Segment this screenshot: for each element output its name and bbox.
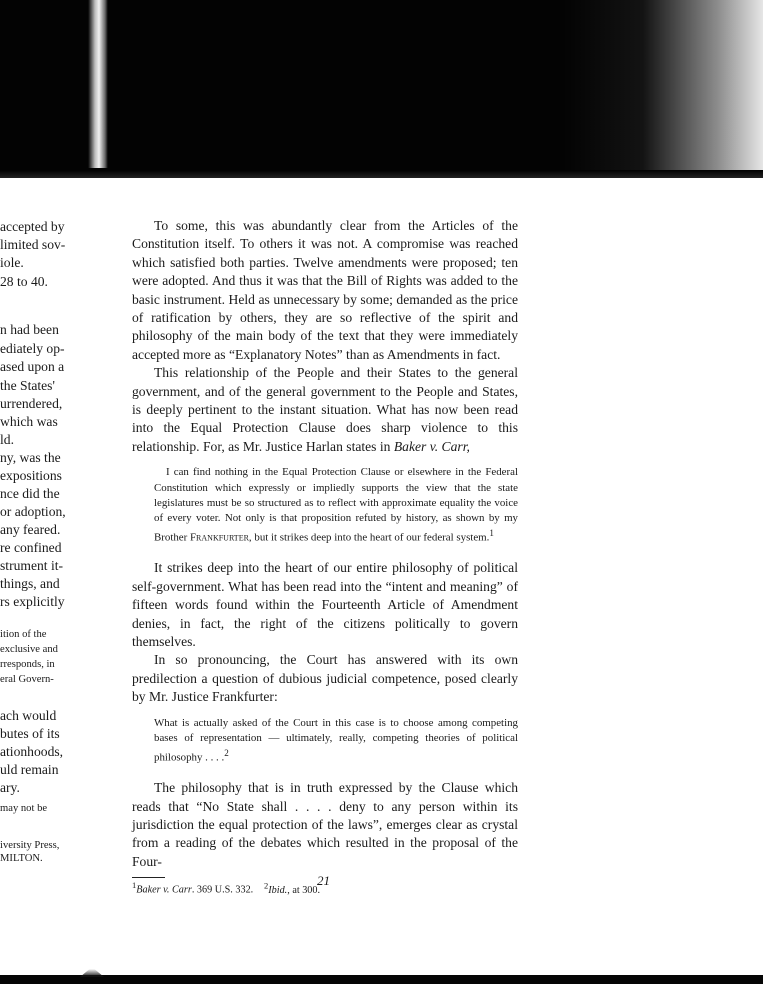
- left-page-line: ased upon a: [0, 359, 65, 374]
- left-page-line: ld.: [0, 432, 14, 447]
- left-page-line: accepted by: [0, 219, 65, 234]
- left-page-line: things, and: [0, 576, 60, 591]
- left-page-line: which was: [0, 414, 58, 429]
- justice-name: Frankfurter: [190, 532, 249, 545]
- left-page-line: expositions: [0, 468, 62, 483]
- footnote-2: [264, 880, 321, 896]
- left-page-source-line: MILTON.: [0, 853, 43, 864]
- scan-highlight-streak: [88, 0, 108, 168]
- footnote-number: 1: [132, 880, 137, 891]
- left-page-line: the States': [0, 378, 55, 393]
- paragraph: It strikes deep into the heart of our entire philosophy of political self-government. What has been read into the “intent and meaning” of fifteen words found within the Fourteenth Article of Amendment denies, in fact, the right of the citizens politically to govern themselves.: [132, 560, 518, 650]
- footnote-number: 2: [264, 880, 269, 891]
- left-page-line: ary.: [0, 780, 20, 795]
- left-page-line: strument it-: [0, 558, 64, 573]
- left-page-note-line: exclusive and: [0, 644, 58, 655]
- left-page-line: nce did the: [0, 486, 60, 501]
- footnote-ref: 1: [489, 528, 494, 539]
- left-page-line: any feared.: [0, 522, 61, 537]
- left-page-source-line: iversity Press,: [0, 840, 60, 851]
- footnote-ibid: Ibid.: [268, 884, 288, 896]
- left-page-line: ationhoods,: [0, 744, 64, 759]
- paragraph: [132, 364, 518, 456]
- scan-edge-shadow: [0, 170, 763, 178]
- left-page-line: ny, was the: [0, 450, 61, 465]
- footnote-case: Baker v. Carr: [136, 884, 192, 896]
- quote-text: , but it strikes deep into the heart of our federal system.: [248, 532, 490, 545]
- left-page-line: limited sov-: [0, 237, 66, 252]
- left-page-line: butes of its: [0, 726, 60, 741]
- left-page-line: may not be: [0, 803, 48, 814]
- left-page-line: iole.: [0, 255, 24, 270]
- left-page-line: rs explicitly: [0, 594, 65, 609]
- paragraph: To some, this was abundantly clear from the Articles of the Constitution itself. To others it was not. A compromise was reached which satisfied both parties. Twelve amendments were proposed; ten were adopted. And thus it was that the Bill of Rights was added to the basic instrument. Held as unnecessary by some; demanded as the price of ratification by others, they are so reflective of the spirit and philosophy of the main body of the text that they were immediately accepted more as “Explanatory Notes” than as Amendments in fact.: [132, 218, 518, 362]
- scan-gradient-edge: [563, 0, 763, 178]
- scan-edge-mark: [80, 969, 104, 977]
- block-quote: [132, 716, 518, 767]
- left-page-line: ach would: [0, 708, 57, 723]
- quote-text: What is actually asked of the Court in this case is to choose among competing bases of representation — ultimately, really, competing theories of political philosophy . . . .: [154, 716, 518, 764]
- scan-dark-margin: [0, 0, 763, 178]
- left-page-line: 28 to 40.: [0, 274, 48, 289]
- paragraph: The philosophy that is in truth expressed by the Clause which reads that “No State shall . . . . deny to any person within its jurisdiction the equal protection of the laws”, emerges clear as crystal from a reading of the debates which resulted in the proposal of the Four-: [132, 780, 518, 869]
- footnote-cite: , at 300.: [287, 884, 321, 896]
- scan-bottom-edge: [0, 975, 763, 984]
- footnote-1: [132, 878, 264, 897]
- page-number: 21: [317, 873, 330, 888]
- paragraph-text: This relationship of the People and their States to the general government, and of the general government to the People and States, is deeply pertinent to the instant situation. What has now been read into the Equal Protection Clause does sharp violence to this relationship. For, as Mr. Justice Harlan states in: [132, 365, 518, 454]
- left-page-note-line: rresponds, in: [0, 659, 55, 670]
- left-page-line: uld remain: [0, 762, 59, 777]
- left-page-line: n had been: [0, 322, 59, 337]
- paragraph: In so pronouncing, the Court has answered with its own predilection a question of dubious judicial competence, posed clearly by Mr. Justice Frankfurter:: [132, 652, 518, 705]
- left-page-line: urrendered,: [0, 396, 63, 411]
- left-page-line: re confined: [0, 540, 62, 555]
- case-name: Baker v. Carr,: [393, 438, 470, 454]
- left-page-note-line: eral Govern-: [0, 674, 54, 685]
- left-page-line: or adoption,: [0, 504, 66, 519]
- left-page-note-line: ition of the: [0, 629, 47, 640]
- main-text-column: [132, 217, 518, 898]
- block-quote: [132, 465, 518, 546]
- left-page-line: ediately op-: [0, 341, 65, 356]
- footnote-ref: 2: [224, 748, 229, 759]
- footnote-cite: . 369 U.S. 332.: [191, 884, 254, 896]
- quote-text: I can find nothing in the Equal Protection Clause or elsewhere in the Federal Constitution which expressly or impliedly supports the view that the state legislatures must be so structured as to reflect with approximate equality the voice of every voter. Not only is that proposition refuted by history, as shown by my Brother: [154, 466, 518, 545]
